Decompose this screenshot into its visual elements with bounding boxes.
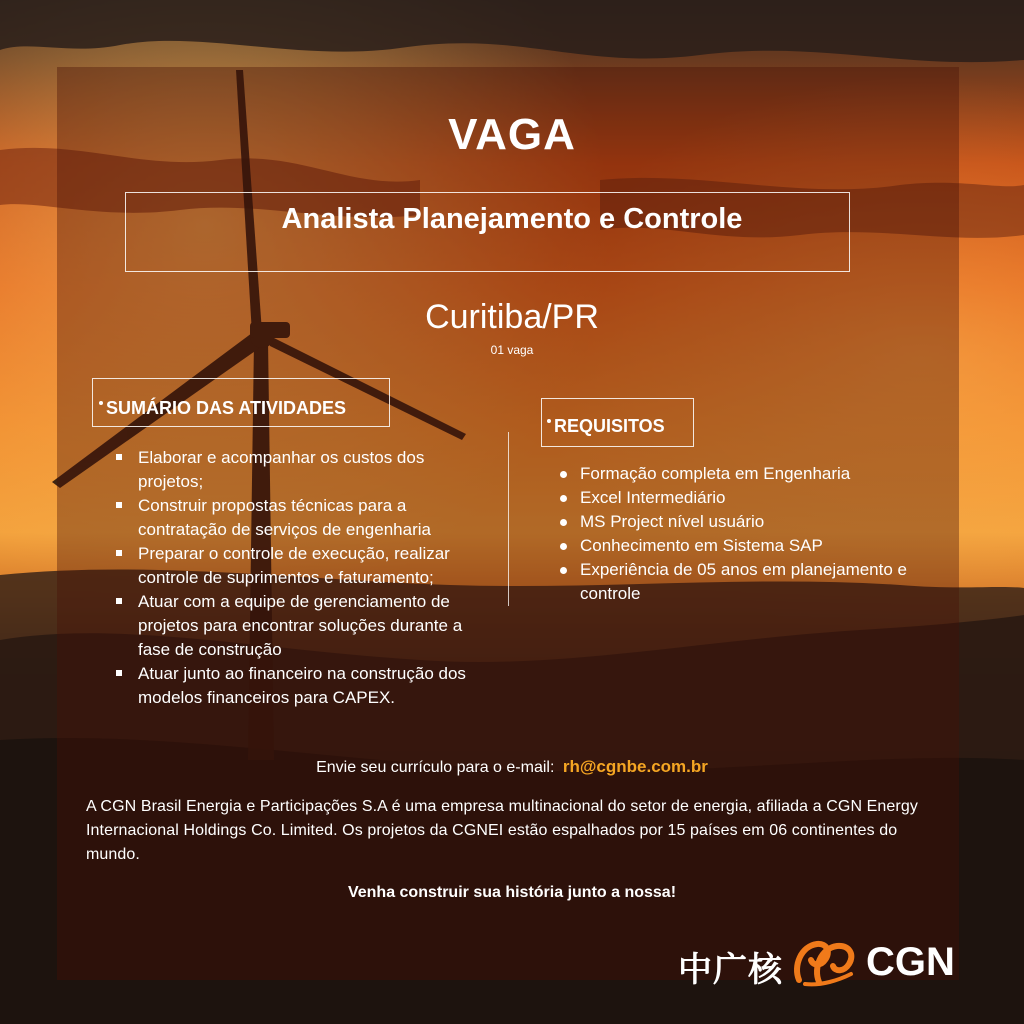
job-role: Analista Planejamento e Controle [281, 203, 743, 235]
cgn-swirl-icon [791, 936, 863, 988]
activities-heading-box [92, 378, 390, 427]
square-bullet-icon [116, 502, 122, 508]
logo-chinese-text: 中广核 [678, 950, 783, 990]
round-bullet-icon [560, 471, 567, 478]
list-item: Elaborar e acompanhar os custos dos projetos; [138, 446, 488, 494]
list-item: Construir propostas técnicas para a contratação de serviços de engenharia [138, 494, 488, 542]
openings-count: 01 vaga [490, 343, 534, 357]
job-location: Curitiba/PR [425, 298, 599, 336]
page-title: VAGA [448, 110, 576, 159]
requirements-heading: REQUISITOS [554, 416, 665, 436]
square-bullet-icon [116, 454, 122, 460]
list-item: Excel Intermediário [580, 486, 920, 510]
activities-heading: SUMÁRIO DAS ATIVIDADES [106, 398, 347, 418]
square-bullet-icon [116, 598, 122, 604]
logo-english-text: CGN [866, 940, 955, 984]
requirements-heading-box [541, 398, 694, 447]
column-divider [508, 432, 509, 606]
list-item: Atuar com a equipe de gerenciamento de projetos para encontrar soluções durante a fase de construção [138, 590, 488, 662]
contact-line [0, 757, 1024, 777]
list-item: Conhecimento em Sistema SAP [580, 534, 920, 558]
contact-email-link[interactable]: rh@cgnbe.com.br [562, 757, 708, 776]
list-item: Atuar junto ao financeiro na construção dos modelos financeiros para CAPEX. [138, 662, 488, 710]
round-bullet-icon [560, 519, 567, 526]
heading-marker-icon [99, 401, 103, 405]
square-bullet-icon [116, 670, 122, 676]
list-item: Preparar o controle de execução, realizar controle de suprimentos e faturamento; [138, 542, 488, 590]
round-bullet-icon [560, 567, 567, 574]
round-bullet-icon [560, 495, 567, 502]
activities-list [138, 446, 488, 710]
requirements-list [580, 462, 920, 606]
round-bullet-icon [560, 543, 567, 550]
cgn-logo [678, 936, 978, 988]
contact-prompt: Envie seu currículo para o e-mail: [316, 759, 555, 776]
heading-marker-icon [547, 419, 551, 423]
list-item: Formação completa em Engenharia [580, 462, 920, 486]
square-bullet-icon [116, 550, 122, 556]
list-item: Experiência de 05 anos em planejamento e controle [580, 558, 920, 606]
list-item: MS Project nível usuário [580, 510, 920, 534]
call-to-action: Venha construir sua história junto a nossa! [347, 884, 677, 901]
company-description: A CGN Brasil Energia e Participações S.A é uma empresa multinacional do setor de energia, afiliada a CGN Energy Internacional Holdings Co. Limited. Os projetos da CGNEI estão espalhados por 15 países em 06 continentes do mundo. [86, 798, 918, 863]
